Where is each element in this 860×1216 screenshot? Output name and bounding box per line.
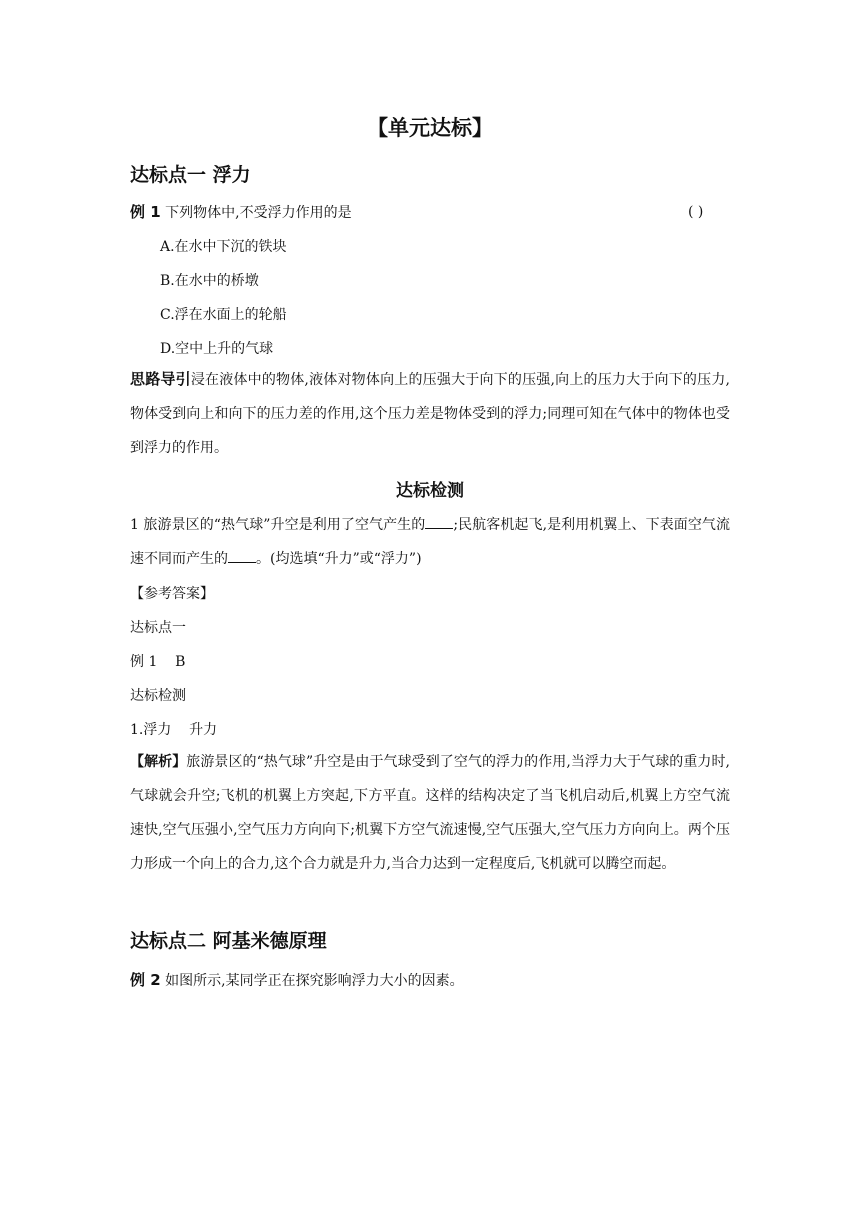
q1-blank-2 bbox=[228, 550, 256, 563]
answers-line-3: 达标检测 bbox=[130, 688, 186, 704]
guide-label: 思路导引 bbox=[130, 370, 191, 388]
section2-heading: 达标点二 阿基米德原理 bbox=[130, 930, 327, 952]
answers-heading: 【参考答案】 bbox=[130, 586, 214, 602]
answers-line-1: 达标点一 bbox=[130, 620, 186, 636]
analysis-text: 旅游景区的“热气球”升空是由于气球受到了空气的浮力的作用,当浮力大于气球的重力时,气球就会升空;飞机的机翼上方突起,下方平直。这样的结构决定了当飞机启动后,机翼上方空气流速快,空气压强小,空气压力方向向下;机翼下方空气流速慢,空气压强大,空气压力方向向上。两个压力形成一个向上的合力,这个合力就是升力,当合力达到一定程度后,飞机就可以腾空而起。 bbox=[130, 754, 731, 872]
analysis-paragraph bbox=[130, 745, 730, 881]
option-c: C.浮在水面上的轮船 bbox=[160, 307, 287, 323]
q1-part2: ;民航客机起飞,是利用机翼上、下表面空气流速不同而产生的 bbox=[130, 517, 730, 567]
example1-question-line bbox=[130, 202, 352, 223]
answer-paren: ( ) bbox=[688, 204, 704, 220]
example1-label: 例 1 bbox=[130, 203, 161, 221]
example1-question: 下列物体中,不受浮力作用的是 bbox=[165, 205, 352, 221]
example2-line bbox=[130, 970, 464, 991]
q1-part3: 。(均选填“升力”或“浮力”) bbox=[256, 551, 422, 567]
q1-blank-1 bbox=[425, 516, 453, 529]
example2-label: 例 2 bbox=[130, 971, 161, 989]
option-d: D.空中上升的气球 bbox=[160, 341, 274, 357]
check-heading: 达标检测 bbox=[396, 481, 464, 501]
option-b: B.在水中的桥墩 bbox=[160, 273, 259, 289]
check-question-1 bbox=[130, 508, 730, 576]
answers-line-4: 1.浮力 升力 bbox=[130, 722, 218, 738]
option-a: A.在水中下沉的铁块 bbox=[160, 239, 287, 255]
unit-title: 【单元达标】 bbox=[367, 116, 493, 140]
q1-part1: 1 旅游景区的“热气球”升空是利用了空气产生的 bbox=[130, 517, 426, 533]
guide-text: 浸在液体中的物体,液体对物体向上的压强大于向下的压强,向上的压力大于向下的压力,物体受到向上和向下的压力差的作用,这个压力差是物体受到的浮力;同理可知在气体中的物体也受到浮力的作用。 bbox=[130, 372, 730, 456]
guide-paragraph bbox=[130, 362, 730, 465]
section1-heading: 达标点一 浮力 bbox=[130, 164, 251, 186]
answers-line-2: 例 1 B bbox=[130, 654, 186, 670]
example2-question: 如图所示,某同学正在探究影响浮力大小的因素。 bbox=[165, 973, 464, 989]
analysis-label: 【解析】 bbox=[130, 754, 187, 770]
